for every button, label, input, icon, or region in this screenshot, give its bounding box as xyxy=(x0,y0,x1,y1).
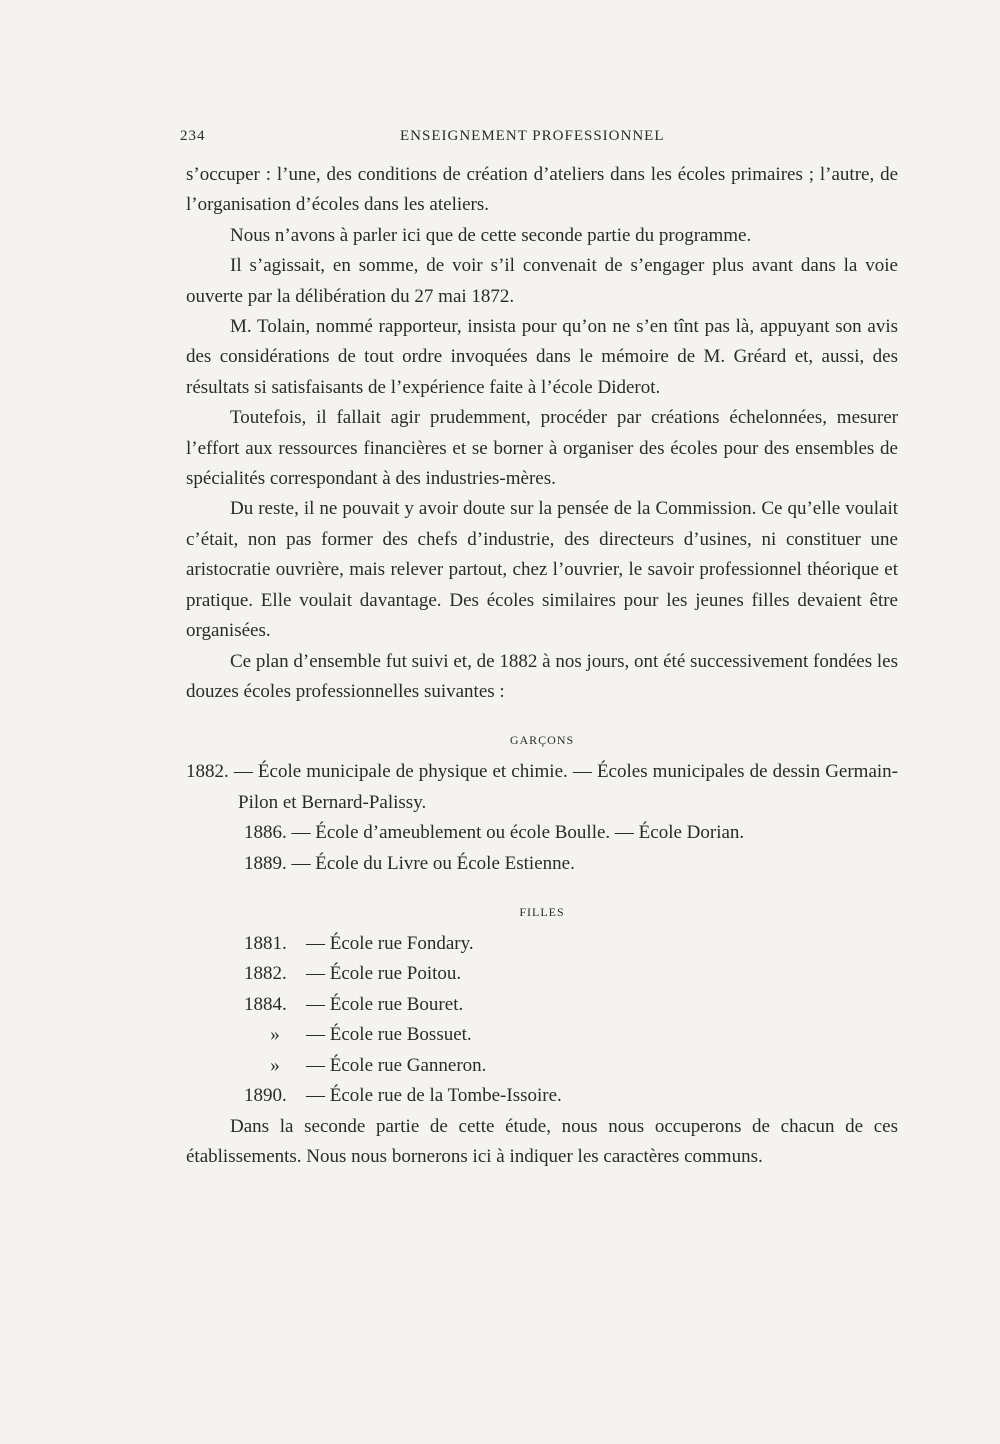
list-text: — École rue Bouret. xyxy=(306,993,464,1015)
paragraph: Ce plan d’ensemble fut suivi et, de 1882 à nos jours, ont été successivement fondées les douzes écoles professionnelles suivantes : xyxy=(186,650,898,702)
list-year: 1881. xyxy=(244,932,287,954)
paragraph: Toutefois, il fallait agir prudemment, procéder par créations échelonnées, mesurer l’effort aux ressources financières et se borner à organiser des écoles pour des ensembles de spécialités correspondant à des industries-mères. xyxy=(186,407,898,490)
page-header xyxy=(180,128,900,152)
list-item: 1882. — École municipale de physique et chimie. — Écoles municipales de dessin Germain-Pilon et Bernard-Palissy. xyxy=(186,761,898,813)
list-year: 1884. xyxy=(244,993,287,1015)
page-body xyxy=(186,160,898,1173)
list-item xyxy=(244,1081,898,1112)
list-year: » xyxy=(270,1054,280,1076)
section-heading-garcons: GARÇONS xyxy=(509,733,575,748)
list-year: 1890. xyxy=(244,1085,287,1107)
paragraph: Nous n’avons à parler ici que de cette seconde partie du programme. xyxy=(230,224,752,246)
list-item xyxy=(244,1020,898,1051)
list-item xyxy=(244,1051,898,1082)
list-year: » xyxy=(270,1024,280,1046)
list-item xyxy=(244,929,898,960)
page-number: 234 xyxy=(180,128,206,144)
filles-list xyxy=(244,929,898,1112)
list-item: 1886. — École d’ameublement ou école Boulle. — École Dorian. xyxy=(244,822,745,844)
list-item xyxy=(244,959,898,990)
closing-paragraph: Dans la seconde partie de cette étude, nous nous occuperons de chacun de ces établissements. Nous nous bornerons ici à indiquer les caractères communs. xyxy=(186,1115,898,1168)
list-text: — École rue Poitou. xyxy=(306,963,462,985)
paragraph: Il s’agissait, en somme, de voir s’il convenait de s’engager plus avant dans la voie ouverte par la délibération du 27 mai 1872. xyxy=(186,255,898,307)
list-year: 1882. xyxy=(244,963,287,985)
list-text: — École rue Fondary. xyxy=(306,932,474,954)
list-item xyxy=(244,990,898,1021)
list-text: — École rue de la Tombe-Issoire. xyxy=(306,1085,562,1107)
running-title: ENSEIGNEMENT PROFESSIONNEL xyxy=(400,128,665,144)
list-item: 1889. — École du Livre ou École Estienne. xyxy=(244,852,575,874)
list-text: — École rue Bossuet. xyxy=(306,1024,472,1046)
section-heading-filles: FILLES xyxy=(519,904,565,919)
list-text: — École rue Ganneron. xyxy=(306,1054,487,1076)
paragraph: s’occuper : l’une, des conditions de création d’ateliers dans les écoles primaires ; l’autre, de l’organisation d’écoles dans les ateliers. xyxy=(186,164,898,216)
paragraph: M. Tolain, nommé rapporteur, insista pour qu’on ne s’en tînt pas là, appuyant son avis des considérations de tout ordre invoquées dans le mémoire de M. Gréard et, aussi, des résultats si satisfaisants de l’expérience faite à l’école Diderot. xyxy=(186,316,898,398)
paragraph: Du reste, il ne pouvait y avoir doute sur la pensée de la Commission. Ce qu’elle voulait c’était, non pas former des chefs d’industrie, des directeurs d’usines, ni constituer une aristocratie ouvrière, mais relever partout, chez l’ouvrier, le savoir professionnel théorique et pratique. Elle voulait davantage. Des écoles similaires pour les jeunes filles devaient être organisées. xyxy=(186,498,898,642)
